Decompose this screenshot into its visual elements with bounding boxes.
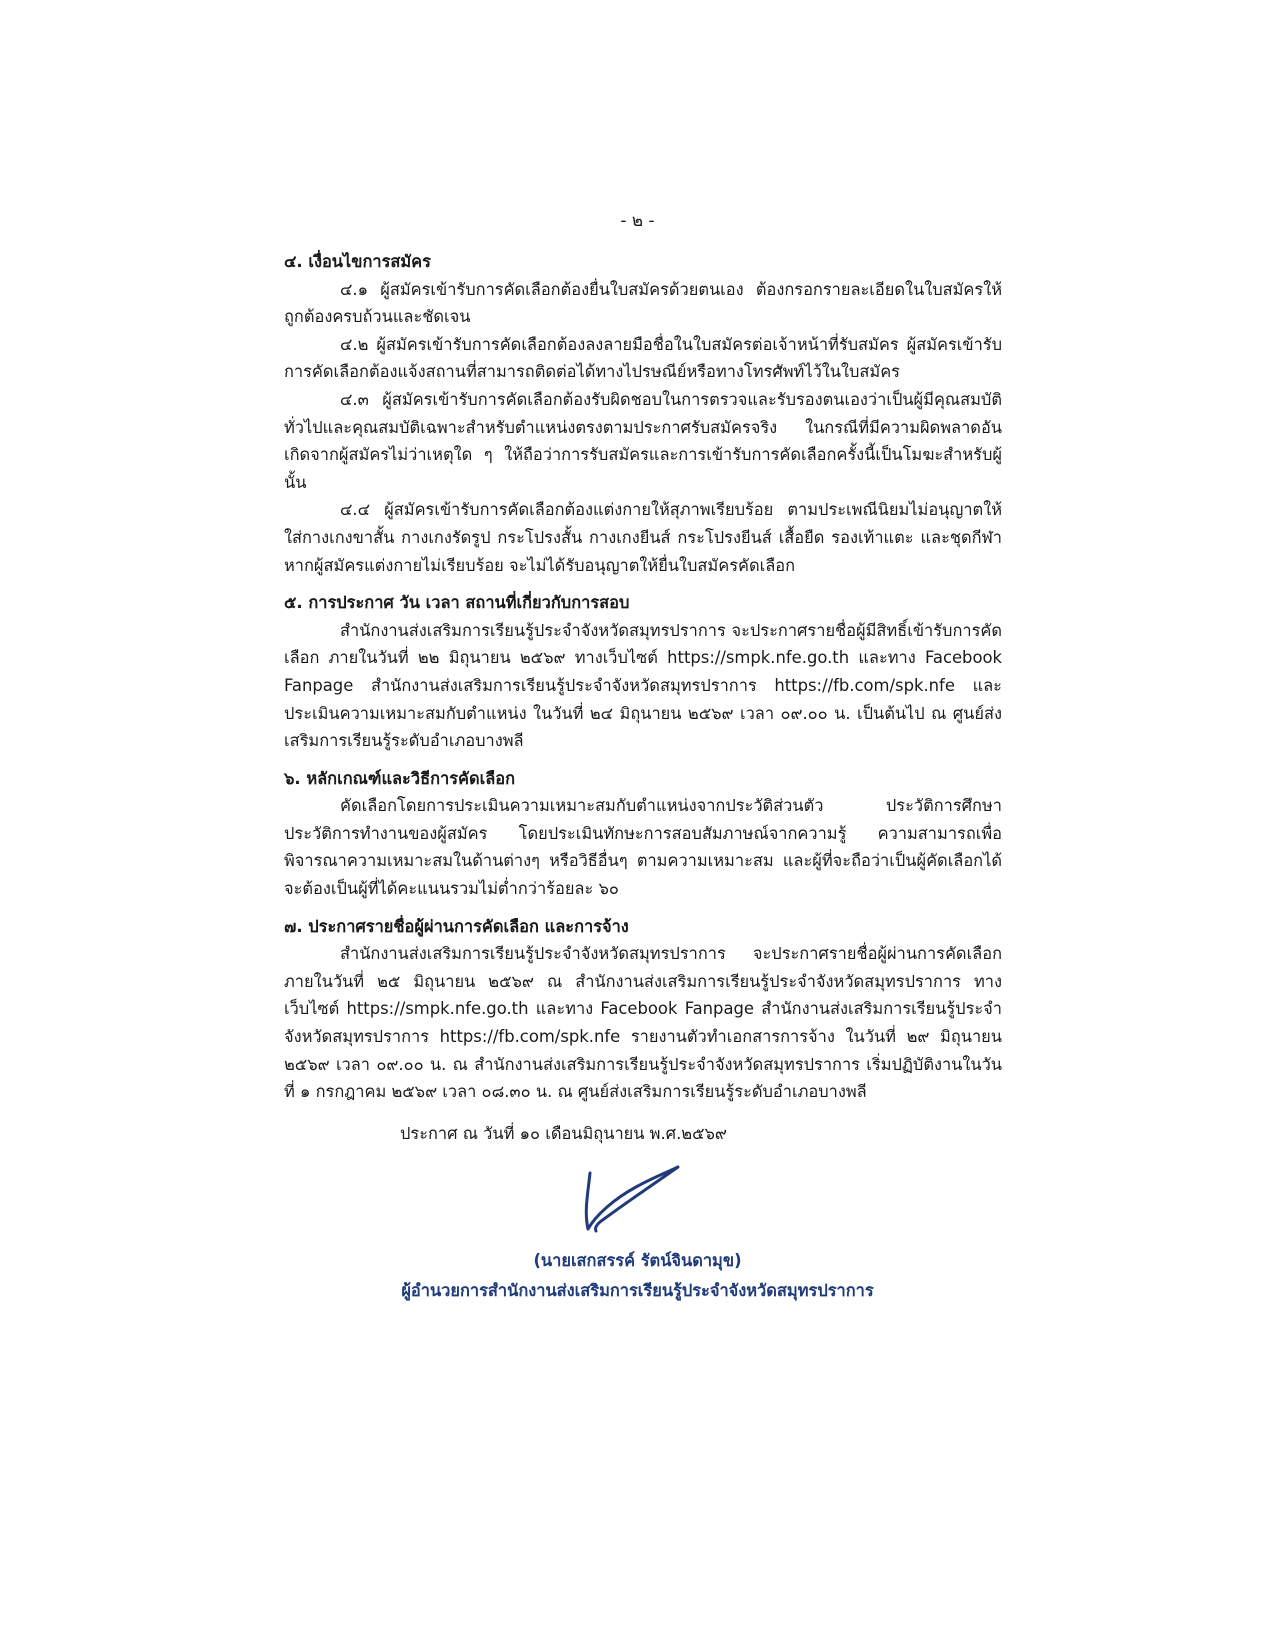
handwritten-signature (574, 1163, 684, 1235)
paragraph-7: สำนักงานส่งเสริมการเรียนรู้ประจำจังหวัดสมุทรปราการ จะประกาศรายชื่อผู้ผ่านการคัดเลือก ภายในวันที่ ๒๕ มิถุนายน ๒๕๖๙ ณ สำนักงานส่งเสริมการเรียนรู้ประจำจังหวัดสมุทรปราการ ทางเว็บไซต์ https://smpk.nfe.go.th และทาง Facebook Fanpage สำนักงานส่งเสริมการเรียนรู้ประจำจังหวัดสมุทรปราการ https://fb.com/spk.nfe รายงานตัวทำเอกสารการจ้าง ในวันที่ ๒๙ มิถุนายน ๒๕๖๙ เวลา ๐๙.๐๐ น. ณ สำนักงานส่งเสริมการเรียนรู้ประจำจังหวัดสมุทรปราการ เริ่มปฏิบัติงานในวันที่ ๑ กรกฎาคม ๒๕๖๙ เวลา ๐๘.๓๐ น. ณ ศูนย์ส่งเสริมการเรียนรู้ระดับอำเภอบางพลี (284, 944, 1002, 1102)
paragraph-6: คัดเลือกโดยการประเมินความเหมาะสมกับตำแหน่งจากประวัติส่วนตัว ประวัติการศึกษา ประวัติการทำงานของผู้สมัคร โดยประเมินทักษะการสอบสัมภาษณ์จากความรู้ ความสามารถเพื่อพิจารณาความเหมาะสมในด้านต่างๆ หรือวิธีอื่นๆ ตามความเหมาะสม และผู้ที่จะถือว่าเป็นผู้คัดเลือกได้จะต้องเป็นผู้ที่ได้คะแนนรวมไม่ต่ำกว่าร้อยละ ๖๐ (284, 796, 1002, 899)
paragraph-4-2: ๔.๒ ผู้สมัครเข้ารับการคัดเลือกต้องลงลายมือชื่อในใบสมัครต่อเจ้าหน้าที่รับสมัคร ผู้สมัครเข้ารับการคัดเลือกต้องแจ้งสถานที่สามารถติดต่อได้ทางไปรษณีย์หรือทางโทรศัพท์ไว้ในใบสมัคร (284, 334, 1002, 382)
section-4-heading: ๔. เงื่อนไขการสมัคร (284, 252, 431, 271)
signer-name: (นายเสกสรรค์ รัตน์จินดามุข) (533, 1251, 742, 1270)
paragraph-4-3: ๔.๓ ผู้สมัครเข้ารับการคัดเลือกต้องรับผิดชอบในการตรวจและรับรองตนเองว่าเป็นผู้มีคุณสมบัติทั่วไปและคุณสมบัติเฉพาะสำหรับตำแหน่งตรงตามประกาศรับสมัครจริง ในกรณีที่มีความผิดพลาดอันเกิดจากผู้สมัครไม่ว่าเหตุใด ๆ ให้ถือว่าการรับสมัครและการเข้ารับการคัดเลือกครั้งนี้เป็นโมฆะสำหรับผู้นั้น (284, 389, 1002, 492)
section-6-heading: ๖. หลักเกณฑ์และวิธีการคัดเลือก (284, 768, 516, 788)
paragraph-4-4: ๔.๔ ผู้สมัครเข้ารับการคัดเลือกต้องแต่งกายให้สุภาพเรียบร้อย ตามประเพณีนิยมไม่อนุญาตให้ใส่กางเกงขาสั้น กางเกงรัดรูป กระโปรงสั้น กางเกงยีนส์ กระโปรงยีนส์ เสื้อยืด รองเท้าแตะ และชุดกีฬา หากผู้สมัครแต่งกายไม่เรียบร้อย จะไม่ได้รับอนุญาตให้ยื่นใบสมัครคัดเลือก (284, 500, 1002, 575)
signer-title: ผู้อำนวยการสำนักงานส่งเสริมการเรียนรู้ประจำจังหวัดสมุทรปราการ (401, 1281, 874, 1300)
announcement-dateline: ประกาศ ณ วันที่ ๑๐ เดือนมิถุนายน พ.ศ.๒๕๖๙ (400, 1124, 727, 1143)
section-7-heading: ๗. ประกาศรายชื่อผู้ผ่านการคัดเลือก และการจ้าง (284, 916, 629, 936)
page-number: - ๒ - (620, 211, 655, 231)
paragraph-4-1: ๔.๑ ผู้สมัครเข้ารับการคัดเลือกต้องยื่นใบสมัครด้วยตนเอง ต้องกรอกรายละเอียดในใบสมัครให้ถูกต้องครบถ้วนและชัดเจน (284, 279, 1002, 327)
document-body (284, 248, 1002, 1106)
section-5-heading: ๕. การประกาศ วัน เวลา สถานที่เกี่ยวกับการสอบ (284, 593, 630, 613)
paragraph-5: สำนักงานส่งเสริมการเรียนรู้ประจำจังหวัดสมุทรปราการ จะประกาศรายชื่อผู้มีสิทธิ์เข้ารับการคัดเลือก ภายในวันที่ ๒๒ มิถุนายน ๒๕๖๙ ทางเว็บไซต์ https://smpk.nfe.go.th และทาง Facebook Fanpage สำนักงานส่งเสริมการเรียนรู้ประจำจังหวัดสมุทรปราการ https://fb.com/spk.nfe และประเมินความเหมาะสมกับตำแหน่ง ในวันที่ ๒๔ มิถุนายน ๒๕๖๙ เวลา ๐๙.๐๐ น. เป็นต้นไป ณ ศูนย์ส่งเสริมการเรียนรู้ระดับอำเภอบางพลี (284, 620, 1002, 751)
signature-stroke (586, 1167, 678, 1231)
